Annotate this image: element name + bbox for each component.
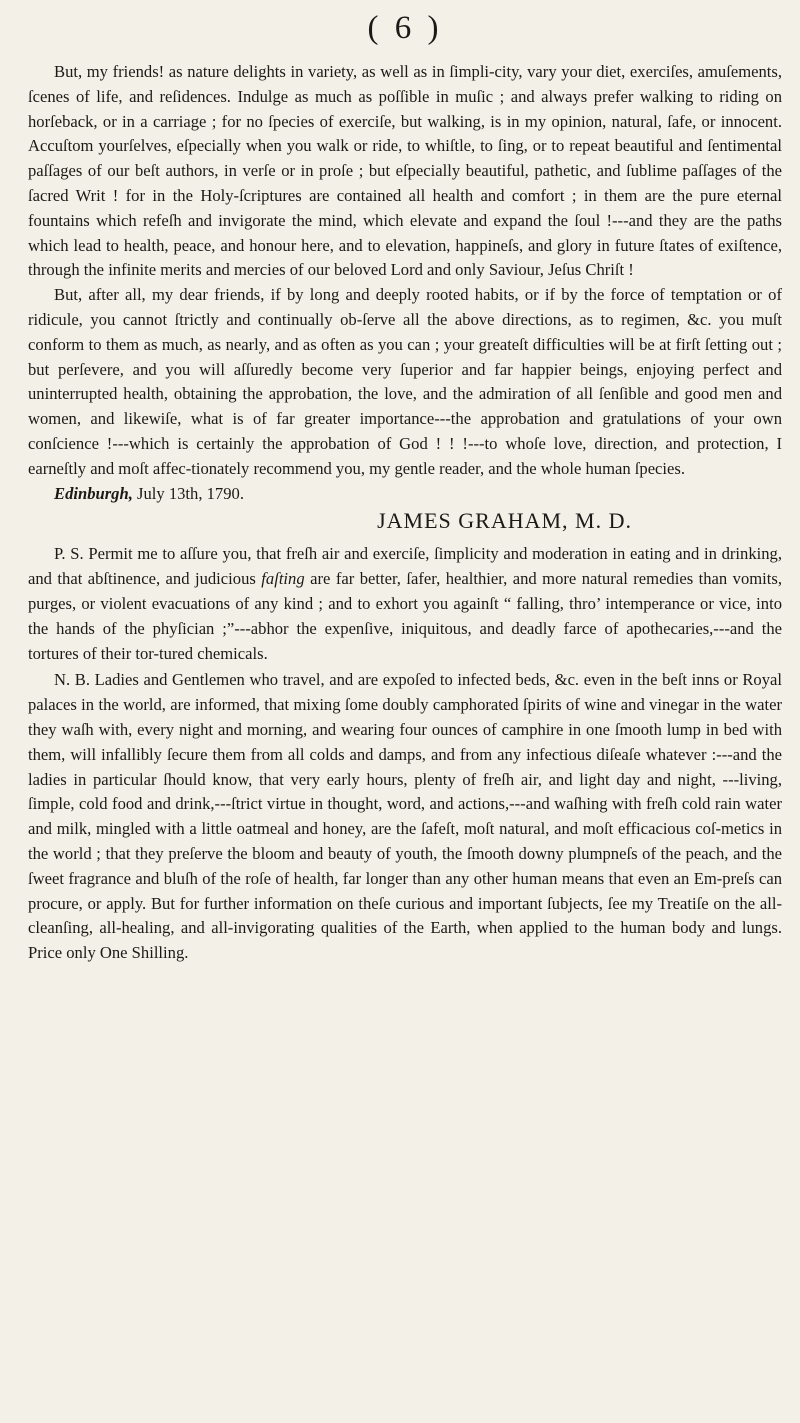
dateline-date: July 13th, 1790. — [132, 483, 244, 503]
author-signature: JAMES GRAHAM, M. D. — [377, 508, 632, 534]
page-number: ( 6 ) — [367, 10, 443, 46]
postscript-text-rest: are far better, ſafer, healthier, and more natural remedies than vomits, purges, or violent evacuations of any kind ; and to exhort you againſt “ falling, thro’ intemperance or vice, into the hands of the phyſician ;”---abhor the expenſive, iniquitous, and deadly farce of apothecaries,---and the tortures of their tor-tured chemicals. — [28, 569, 782, 663]
body-paragraph-2: But, after all, my dear friends, if by long and deeply rooted habits, or if by the force of temptation or of ridicule, you cannot ſtrictly and continually ob-ſerve all the above directions, as to regimen, &c. you muſt conform to them as much, as nearly, and as often as you can ; your greateſt difficulties will be at firſt ſetting out ; but perſevere, and you will aſſuredly become very ſuperior and far happier beings, enjoying perfect and uninterrupted health, obtaining the approbation, the love, and the admiration of all ſenſible and good men and women, and likewiſe, what is of far greater importance---the approbation and gratulations of your own conſcience !---which is certainly the approbation of God ! ! !---to whoſe love, direction, and protection, I earneſtly and moſt affec-tionately recommend you, my gentle reader, and the whole human ſpecies. — [28, 285, 782, 478]
postscript-paragraph — [28, 542, 782, 666]
postscript-italic-word: faſting — [261, 569, 305, 589]
dateline-place: Edinburgh, — [54, 483, 133, 503]
nota-bene-paragraph: N. B. Ladies and Gentlemen who travel, and are expoſed to infected beds, &c. even in the beſt inns or Royal palaces in the world, are informed, that mixing ſome doubly camphorated ſpirits of wine and vinegar in the water they waſh with, every night and morning, and wearing four ounces of camphire in one ſmooth lump in bed with them, will infallibly ſecure them from all colds and damps, and from any infectious diſeaſe whatever :---and the ladies in particular ſhould know, that very early hours, plenty of freſh air, and light day and night, ---living, ſimple, cold food and drink,---ſtrict virtue in thought, word, and actions,---and waſhing with freſh cold rain water and milk, mingled with a little oatmeal and honey, are the ſafeſt, moſt natural, and moſt efficacious coſ-metics in the world ; that they preſerve the bloom and beauty of youth, the ſmooth downy plumpneſs of the peach, and the ſweet fragrance and bluſh of the roſe of health, far longer than any other human means that even an Em-preſs can procure, or apply. But for further information on theſe curious and important ſubjects, ſee my Treatiſe on the all-cleanſing, all-healing, and all-invigorating qualities of the Earth, when applied to the human body and lungs. Price only One Shilling. — [28, 670, 782, 963]
dateline — [28, 482, 782, 507]
body-paragraph-1: But, my friends! as nature delights in variety, as well as in ſimpli-city, vary your diet, exerciſes, amuſements, ſcenes of life, and reſidences. Indulge as much as poſſible in muſic ; and always prefer walking to riding on horſeback, or in a carriage ; for no ſpecies of exerciſe, but walking, is in my opinion, natural, ſafe, or innocent. Accuſtom yourſelves, eſpecially when you walk or ride, to whiſtle, to ſing, or to repeat beautiful and ſentimental paſſages of our beſt authors, in verſe or in proſe ; but eſpecially beautiful, pathetic, and ſublime paſſages of the ſacred Writ ! for in the Holy-ſcriptures are contained all health and comfort ; in them are the pure eternal fountains which refeſh and invigorate the mind, which elevate and expand the ſoul !---and they are the paths which lead to health, peace, and honour here, and to elevation, happineſs, and glory in future ſtates of exiſtence, through the infinite merits and mercies of our beloved Lord and only Saviour, Jeſus Chriſt ! — [28, 62, 782, 280]
postscript-text: P. S. Permit me to aſſure you, that freſh air and exerciſe, ſimplicity and moderation in eating and in drinking, and that abſtinence, and judicious — [28, 544, 782, 589]
